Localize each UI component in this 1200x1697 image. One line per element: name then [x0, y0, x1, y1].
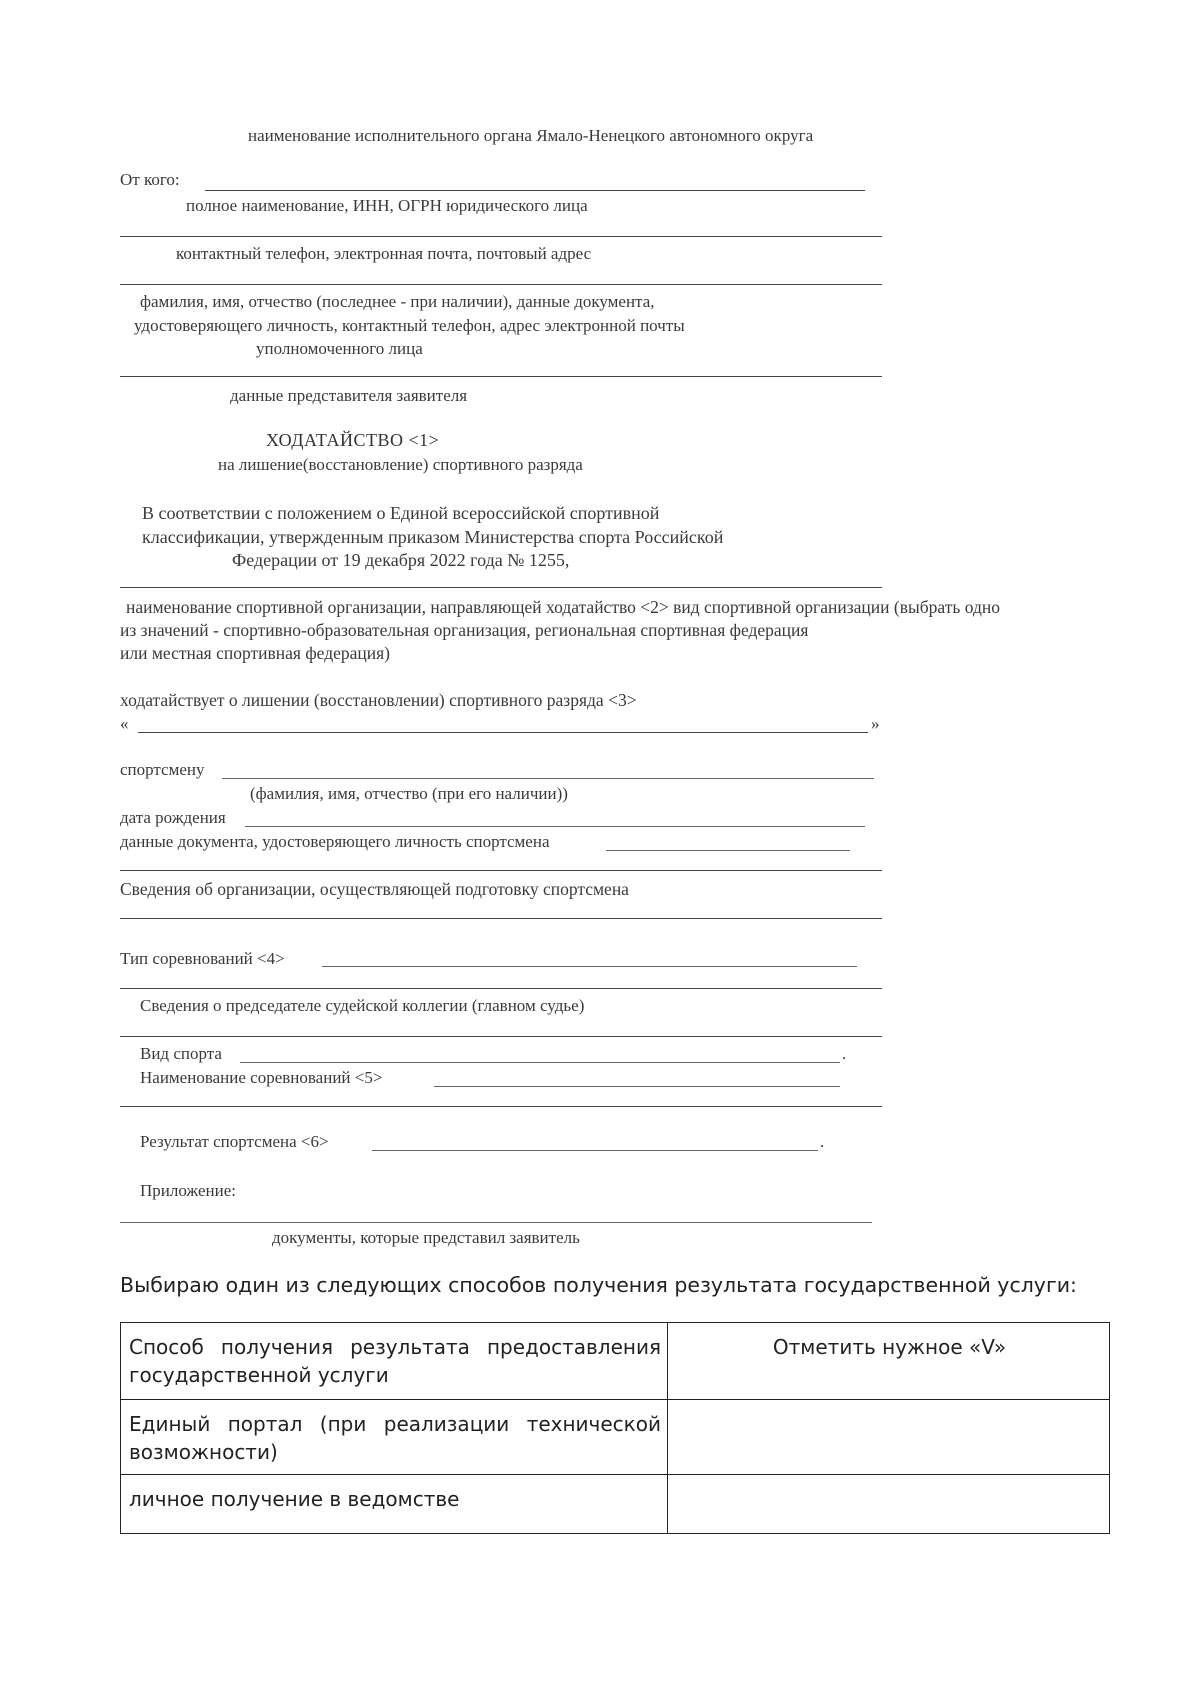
athlete-document-field-continued[interactable]	[120, 870, 882, 871]
rank-close-quote: »	[871, 714, 880, 733]
organization-caption-line-1: наименование спортивной организации, направляющей ходатайство <2> вид спортивной организации (выбрать одно	[126, 597, 1000, 617]
sport-type-end: .	[842, 1044, 847, 1063]
attachment-caption: документы, которые представил заявитель	[272, 1228, 580, 1247]
legal-entity-caption: полное наименование, ИНН, ОГРН юридического лица	[186, 196, 588, 215]
result-method-table	[120, 1322, 1110, 1534]
from-field[interactable]	[205, 190, 865, 191]
authorized-caption-line-1: фамилия, имя, отчество (последнее - при наличии), данные документа,	[140, 292, 655, 311]
athlete-document-field[interactable]	[606, 850, 850, 851]
contacts-field[interactable]	[120, 236, 882, 237]
method-option-label: Единый портал (при реализации технической возможности)	[121, 1400, 668, 1475]
athlete-name-caption: (фамилия, имя, отчество (при его наличии))	[250, 784, 568, 803]
competition-type-field[interactable]	[322, 966, 857, 967]
birth-date-field[interactable]	[245, 826, 865, 827]
basis-line-1: В соответствии с положением о Единой всероссийской спортивной	[142, 503, 660, 523]
table-row	[121, 1475, 1110, 1534]
competition-type-label: Тип соревнований <4>	[120, 949, 285, 968]
chief-judge-label: Сведения о председателе судейской коллегии (главном судье)	[140, 996, 585, 1015]
basis-line-2: классификации, утвержденным приказом Министерства спорта Российской	[142, 527, 724, 547]
organ-name-caption: наименование исполнительного органа Ямало-Ненецкого автономного округа	[248, 126, 814, 145]
sport-type-label: Вид спорта	[140, 1044, 222, 1063]
authorized-person-field[interactable]	[120, 284, 882, 285]
document-title: ХОДАТАЙСТВО <1>	[266, 430, 440, 450]
competition-type-field-continued[interactable]	[120, 988, 882, 989]
sports-organization-field[interactable]	[120, 587, 882, 588]
authorized-caption-line-2: удостоверяющего личность, контактный телефон, адрес электронной почты	[134, 316, 685, 335]
representative-field[interactable]	[120, 376, 882, 377]
organization-caption-line-2: из значений - спортивно-образовательная организация, региональная спортивная федерация	[120, 620, 809, 640]
athlete-result-field[interactable]	[372, 1150, 818, 1151]
table-header-row	[121, 1323, 1110, 1400]
birth-date-label: дата рождения	[120, 808, 226, 827]
athlete-document-label: данные документа, удостоверяющего личность спортсмена	[120, 832, 550, 851]
competition-name-field-continued[interactable]	[120, 1106, 882, 1107]
attachment-label: Приложение:	[140, 1181, 236, 1200]
contacts-caption: контактный телефон, электронная почта, почтовый адрес	[176, 244, 592, 263]
attachment-field[interactable]	[120, 1222, 872, 1223]
rank-open-quote: «	[120, 714, 129, 733]
document-subtitle: на лишение(восстановление) спортивного разряда	[218, 455, 583, 474]
petition-text: ходатайствует о лишении (восстановлении) спортивного разряда <3>	[120, 690, 637, 710]
method-column-header: Способ получения результата предоставления государственной услуги	[121, 1323, 668, 1400]
from-label: От кого:	[120, 170, 180, 189]
mark-cell[interactable]	[668, 1400, 1110, 1475]
result-method-heading: Выбираю один из следующих способов получения результата государственной услуги:	[120, 1273, 1077, 1297]
organization-caption-line-3: или местная спортивная федерация)	[120, 643, 390, 663]
basis-line-3: Федерации от 19 декабря 2022 года № 1255,	[232, 550, 570, 570]
athlete-result-label: Результат спортсмена <6>	[140, 1132, 329, 1151]
sport-type-field[interactable]	[240, 1062, 840, 1063]
authorized-caption-line-3: уполномоченного лица	[256, 339, 423, 358]
representative-caption: данные представителя заявителя	[230, 386, 468, 405]
table-row	[121, 1400, 1110, 1475]
competition-name-field[interactable]	[434, 1086, 840, 1087]
training-organization-field[interactable]	[120, 918, 882, 919]
athlete-result-end: .	[820, 1132, 825, 1151]
chief-judge-field[interactable]	[120, 1036, 882, 1037]
athlete-name-field[interactable]	[222, 778, 874, 779]
training-organization-label: Сведения об организации, осуществляющей подготовку спортсмена	[120, 879, 629, 899]
athlete-label: спортсмену	[120, 760, 205, 779]
sport-rank-field[interactable]	[138, 732, 868, 733]
mark-cell[interactable]	[668, 1475, 1110, 1534]
competition-name-label: Наименование соревнований <5>	[140, 1068, 383, 1087]
method-option-label: личное получение в ведомстве	[121, 1475, 668, 1534]
mark-column-header: Отметить нужное «V»	[668, 1323, 1110, 1400]
